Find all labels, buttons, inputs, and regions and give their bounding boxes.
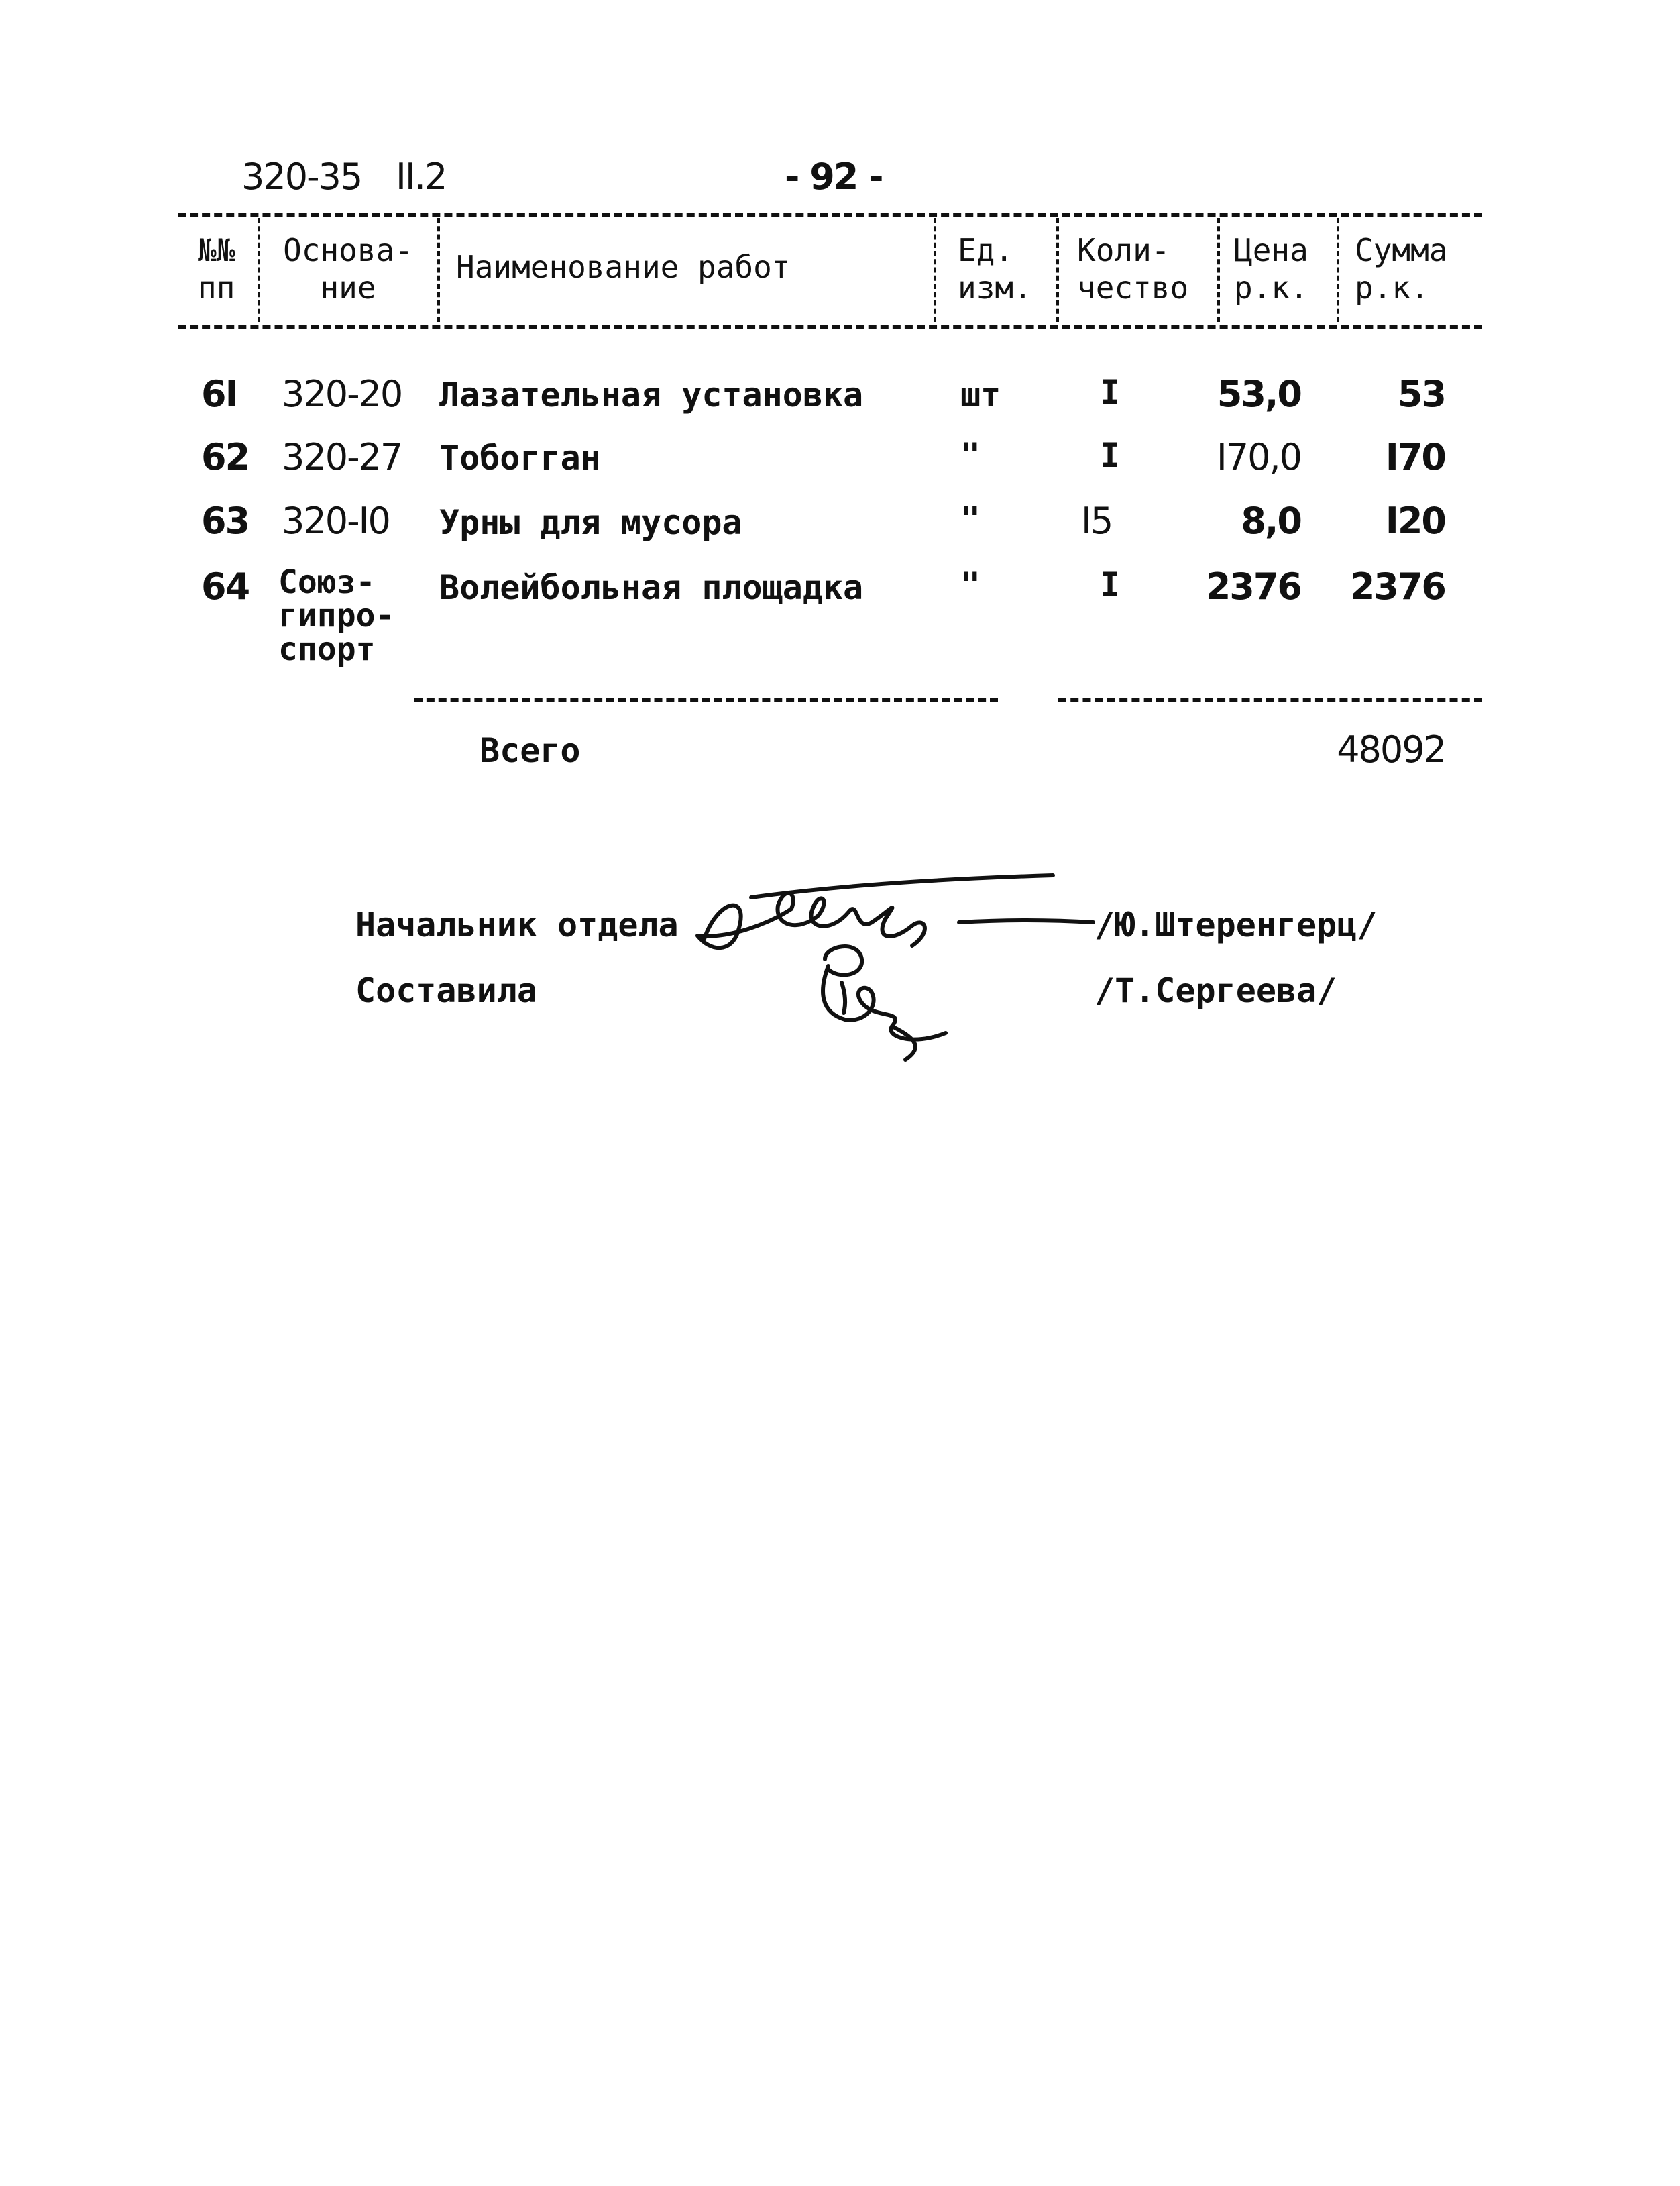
row-price: 8,0 — [1241, 500, 1301, 542]
header-divider — [934, 218, 936, 322]
header-name: Наименование работ — [456, 249, 791, 285]
header-unit: Ед. изм. — [958, 232, 1032, 306]
total-value: 48092 — [1337, 728, 1445, 771]
signature-role: Начальник отдела — [355, 906, 679, 944]
row-unit: шт — [960, 376, 1001, 415]
header-divider — [1056, 218, 1059, 322]
row-sum: 2376 — [1349, 565, 1445, 608]
doc-code: 320-35 — [241, 156, 362, 198]
header-top-rule — [178, 213, 1482, 217]
row-unit: " — [960, 436, 981, 475]
header-quantity: Коли- чество — [1077, 232, 1189, 306]
header-divider — [258, 218, 260, 322]
row-name: Лазательная установка — [439, 376, 864, 415]
row-number: 63 — [201, 500, 249, 542]
row-price: 2376 — [1205, 565, 1301, 608]
handwritten-signature-icon — [691, 859, 1107, 1073]
doc-sheet: II.2 — [396, 156, 447, 198]
row-basis: Союз- гипро- спорт — [278, 563, 395, 668]
row-sum: 53 — [1397, 373, 1445, 415]
row-quantity: I5 — [1081, 500, 1113, 542]
row-number: 6I — [201, 373, 237, 415]
row-price: 53,0 — [1217, 373, 1301, 415]
header-divider — [1337, 218, 1339, 322]
header-price: Цена р.к. — [1234, 232, 1308, 306]
row-unit: " — [960, 565, 981, 604]
row-name: Урны для мусора — [439, 503, 742, 542]
row-name: Тобогган — [439, 439, 601, 478]
row-quantity: I — [1100, 436, 1121, 475]
row-quantity: I — [1100, 373, 1121, 412]
header-basis: Основа- ние — [283, 232, 413, 306]
row-sum: I20 — [1385, 500, 1445, 542]
row-quantity: I — [1100, 565, 1121, 604]
total-rule — [414, 698, 998, 702]
header-sum: Сумма р.к. — [1355, 232, 1448, 306]
page-number: - 92 - — [785, 156, 883, 198]
total-rule — [1058, 698, 1482, 702]
header-divider — [437, 218, 440, 322]
row-price: I70,0 — [1216, 436, 1301, 478]
header-number: №№ пп — [198, 232, 235, 306]
total-label: Всего — [480, 731, 581, 770]
row-number: 64 — [201, 565, 249, 608]
header-divider — [1217, 218, 1220, 322]
row-sum: I70 — [1385, 436, 1445, 478]
row-basis: 320-27 — [282, 436, 402, 478]
row-name: Волейбольная площадка — [439, 568, 864, 607]
signature-name: /Ю.Штеренгерц/ — [1095, 906, 1378, 944]
header-bottom-rule — [178, 325, 1482, 329]
row-basis: 320-20 — [282, 373, 402, 415]
row-unit: " — [960, 500, 981, 539]
signature-role: Составила — [355, 971, 537, 1010]
signature-name: /Т.Сергеева/ — [1095, 971, 1337, 1010]
row-number: 62 — [201, 436, 249, 478]
row-basis: 320-I0 — [282, 500, 390, 542]
